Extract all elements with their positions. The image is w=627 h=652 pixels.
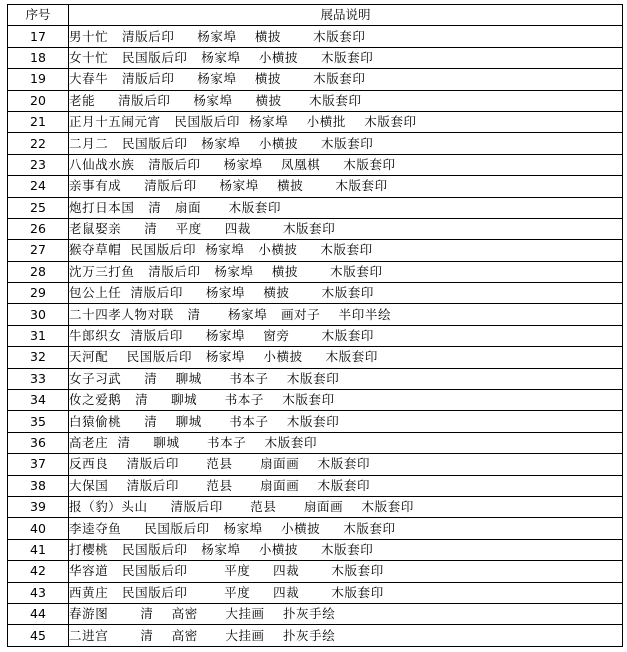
exhibit-description-cell: 老能 清版后印 杨家埠 横披 木版套印 bbox=[69, 90, 623, 111]
table-row bbox=[8, 218, 623, 239]
exhibit-description-cell: 白猿偷桃 清 聊城 书本子 木版套印 bbox=[69, 411, 623, 432]
table-row bbox=[8, 47, 623, 68]
exhibit-description-cell: 高老庄 清 聊城 书本子 木版套印 bbox=[69, 432, 623, 453]
exhibit-description-cell: 㚢之爱鹅 清 聊城 书本子 木版套印 bbox=[69, 390, 623, 411]
exhibit-description-cell: 报（豹）头山 清版后印 范县 扇面画 木版套印 bbox=[69, 496, 623, 517]
serial-number-cell: 45 bbox=[8, 625, 69, 646]
exhibit-description-cell: 炮打日本国 清 扇面 木版套印 bbox=[69, 197, 623, 218]
table-row bbox=[8, 240, 623, 261]
exhibit-description-cell: 亲事有成 清版后印 杨家埠 横披 木版套印 bbox=[69, 176, 623, 197]
serial-number-cell: 27 bbox=[8, 240, 69, 261]
exhibit-description-cell: 猴夺草帽 民国版后印 杨家埠 小横披 木版套印 bbox=[69, 240, 623, 261]
exhibit-description-cell: 天河配 民国版后印 杨家埠 小横披 木版套印 bbox=[69, 347, 623, 368]
serial-number-cell: 23 bbox=[8, 154, 69, 175]
serial-number-cell: 24 bbox=[8, 176, 69, 197]
table-row bbox=[8, 496, 623, 517]
serial-number-cell: 29 bbox=[8, 283, 69, 304]
exhibit-description-cell: 二进宫 清 高密 大挂画 扑灰手绘 bbox=[69, 625, 623, 646]
exhibit-description-cell: 打樱桃 民国版后印 杨家埠 小横披 木版套印 bbox=[69, 539, 623, 560]
table-body bbox=[8, 26, 623, 646]
serial-number-cell: 25 bbox=[8, 197, 69, 218]
serial-number-cell: 22 bbox=[8, 133, 69, 154]
table-row bbox=[8, 69, 623, 90]
serial-number-cell: 41 bbox=[8, 539, 69, 560]
serial-number-cell: 21 bbox=[8, 111, 69, 132]
table-row bbox=[8, 603, 623, 624]
exhibit-description-cell: 李逵夺鱼 民国版后印 杨家埠 小横披 木版套印 bbox=[69, 518, 623, 539]
exhibit-description-cell: 大保国 清版后印 范县 扇面画 木版套印 bbox=[69, 475, 623, 496]
exhibit-description-cell: 牛郎织女 清版后印 杨家埠 窗旁 木版套印 bbox=[69, 325, 623, 346]
serial-number-cell: 36 bbox=[8, 432, 69, 453]
table-row bbox=[8, 154, 623, 175]
serial-number-cell: 35 bbox=[8, 411, 69, 432]
serial-number-cell: 19 bbox=[8, 69, 69, 90]
serial-number-cell: 30 bbox=[8, 304, 69, 325]
serial-number-cell: 20 bbox=[8, 90, 69, 111]
table-row bbox=[8, 582, 623, 603]
table-row bbox=[8, 454, 623, 475]
serial-number-cell: 37 bbox=[8, 454, 69, 475]
exhibit-description-cell: 西黄庄 民国版后印 平度 四裁 木版套印 bbox=[69, 582, 623, 603]
table-row bbox=[8, 111, 623, 132]
exhibit-description-cell: 女子习武 清 聊城 书本子 木版套印 bbox=[69, 368, 623, 389]
exhibit-description-cell: 包公上任 清版后印 杨家埠 横披 木版套印 bbox=[69, 283, 623, 304]
serial-number-cell: 26 bbox=[8, 218, 69, 239]
table-row bbox=[8, 475, 623, 496]
table-row bbox=[8, 411, 623, 432]
exhibit-description-cell: 反西良 清版后印 范县 扇面画 木版套印 bbox=[69, 454, 623, 475]
table-row bbox=[8, 133, 623, 154]
serial-number-cell: 17 bbox=[8, 26, 69, 47]
serial-number-cell: 33 bbox=[8, 368, 69, 389]
table-row bbox=[8, 625, 623, 646]
serial-number-cell: 42 bbox=[8, 561, 69, 582]
exhibit-description-cell: 女十忙 民国版后印 杨家埠 小横披 木版套印 bbox=[69, 47, 623, 68]
table-row bbox=[8, 539, 623, 560]
serial-number-cell: 38 bbox=[8, 475, 69, 496]
header-row bbox=[8, 5, 623, 26]
serial-number-cell: 43 bbox=[8, 582, 69, 603]
exhibit-description-cell: 八仙战水族 清版后印 杨家埠 凤凰棋 木版套印 bbox=[69, 154, 623, 175]
exhibit-description-cell: 二十四孝人物对联 清 杨家埠 画对子 半印半绘 bbox=[69, 304, 623, 325]
exhibit-description-cell: 正月十五闹元宵 民国版后印 杨家埠 小横批 木版套印 bbox=[69, 111, 623, 132]
table-row bbox=[8, 347, 623, 368]
serial-number-cell: 39 bbox=[8, 496, 69, 517]
exhibit-description-cell: 二月二 民国版后印 杨家埠 小横披 木版套印 bbox=[69, 133, 623, 154]
table-row bbox=[8, 390, 623, 411]
table-row bbox=[8, 90, 623, 111]
table-row bbox=[8, 518, 623, 539]
table-row bbox=[8, 176, 623, 197]
exhibit-sheet bbox=[7, 4, 622, 647]
header-exhibit-description: 展品说明 bbox=[69, 5, 623, 26]
serial-number-cell: 40 bbox=[8, 518, 69, 539]
table-row bbox=[8, 325, 623, 346]
serial-number-cell: 34 bbox=[8, 390, 69, 411]
table-row bbox=[8, 283, 623, 304]
table-row bbox=[8, 261, 623, 282]
table-row bbox=[8, 26, 623, 47]
exhibit-description-cell: 沈万三打鱼 清版后印 杨家埠 横披 木版套印 bbox=[69, 261, 623, 282]
exhibit-description-cell: 老鼠娶亲 清 平度 四裁 木版套印 bbox=[69, 218, 623, 239]
table-row bbox=[8, 197, 623, 218]
exhibit-description-cell: 春游图 清 高密 大挂画 扑灰手绘 bbox=[69, 603, 623, 624]
exhibit-table bbox=[7, 4, 623, 647]
serial-number-cell: 31 bbox=[8, 325, 69, 346]
table-row bbox=[8, 432, 623, 453]
serial-number-cell: 32 bbox=[8, 347, 69, 368]
exhibit-description-cell: 男十忙 清版后印 杨家埠 横披 木版套印 bbox=[69, 26, 623, 47]
serial-number-cell: 18 bbox=[8, 47, 69, 68]
header-serial-number: 序号 bbox=[8, 5, 69, 26]
serial-number-cell: 28 bbox=[8, 261, 69, 282]
table-row bbox=[8, 304, 623, 325]
table-header bbox=[8, 5, 623, 26]
serial-number-cell: 44 bbox=[8, 603, 69, 624]
exhibit-description-cell: 大春牛 清版后印 杨家埠 横披 木版套印 bbox=[69, 69, 623, 90]
table-row bbox=[8, 561, 623, 582]
exhibit-description-cell: 华容道 民国版后印 平度 四裁 木版套印 bbox=[69, 561, 623, 582]
table-row bbox=[8, 368, 623, 389]
